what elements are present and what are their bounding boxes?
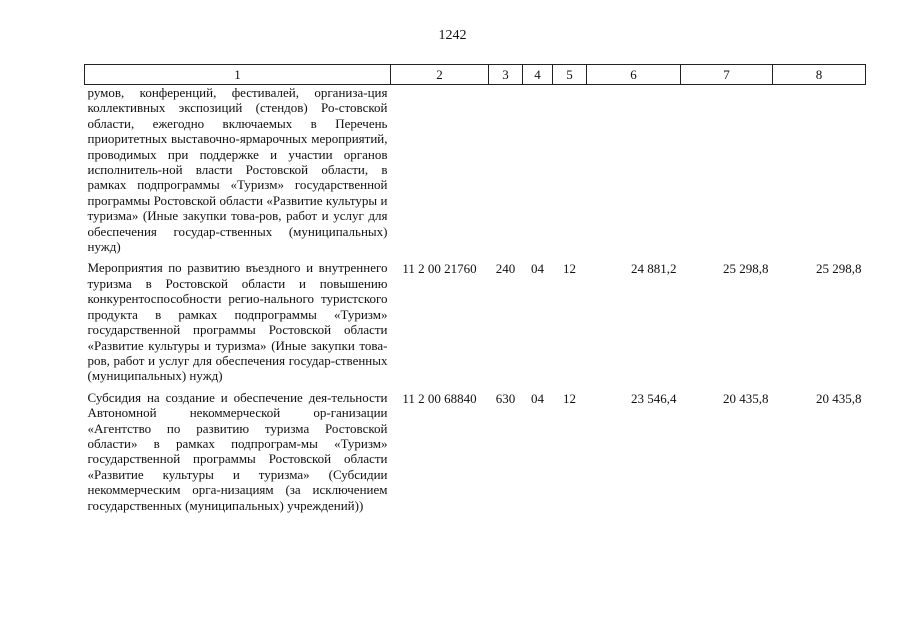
- table-body: [85, 85, 866, 513]
- row-subsection: 12: [563, 261, 576, 277]
- row-amount-3: 25 298,8: [816, 261, 862, 277]
- row-subsection: 12: [563, 390, 576, 406]
- header-col-7: 7: [681, 65, 773, 85]
- row-description: Мероприятия по развитию въездного и внутреннего туризма в Ростовской области и повышению конкурентоспособности регио-нального туристского продукта в рамках подпрограммы «Туризм» государственной программы Ростовской области «Развитие культуры и туризма» (Иные закупки това-ров, работ и услуг для обеспечения государ-ственных (муниципальных) нужд): [87, 260, 388, 384]
- header-col-3: 3: [489, 65, 523, 85]
- row-subsection: [553, 85, 587, 255]
- row-expense-type: 630: [495, 390, 516, 406]
- row-expense-type: 240: [495, 261, 516, 277]
- table-row: [85, 260, 866, 383]
- header-col-5: 5: [553, 65, 587, 85]
- row-amount-1: [587, 85, 681, 255]
- header-col-1: 1: [85, 65, 391, 85]
- row-amount-1: 24 881,2: [631, 261, 677, 277]
- row-amount-3: 20 435,8: [816, 390, 862, 406]
- budget-table: [84, 64, 866, 513]
- header-col-4: 4: [523, 65, 553, 85]
- row-target-code: 11 2 00 68840: [402, 390, 477, 406]
- table-header: [85, 65, 866, 85]
- row-amount-2: 25 298,8: [723, 261, 769, 277]
- row-amount-1: 23 546,4: [631, 390, 677, 406]
- header-row: [85, 65, 866, 85]
- header-col-2: 2: [391, 65, 489, 85]
- row-target-code: 11 2 00 21760: [402, 261, 477, 277]
- row-section: 04: [531, 390, 544, 406]
- row-expense-type: [489, 85, 523, 255]
- row-amount-2: [681, 85, 773, 255]
- row-description: румов, конференций, фестивалей, организа-ция коллективных экспозиций (стендов) Ро-стовской области, ежегодно включаемых в Перечень приоритетных выставочно-ярмарочных мероприятий, проводимых при поддержке и участии органов исполнитель-ной власти Ростовской области, в рамках подпрограммы «Туризм» государственной программы Ростовской области «Развитие культуры и туризма» (Иные закупки това-ров, работ и услуг для обеспечения государ-ственных (муниципальных) нужд): [87, 85, 388, 255]
- table-row: [85, 390, 866, 513]
- header-col-6: 6: [587, 65, 681, 85]
- header-col-8: 8: [773, 65, 866, 85]
- row-description: Субсидия на создание и обеспечение дея-тельности Автономной некоммерческой ор-ганизации «Агентство по развитию туризма Ростовской области» в рамках подпрограм-мы «Туризм» государственной программы Ростовской области «Развитие культуры и туризма» (Субсидии некоммерческим орга-низациям (за исключением государственных (муниципальных) учреждений)): [87, 389, 388, 513]
- page-number: 1242: [438, 28, 467, 43]
- row-amount-3: [773, 85, 866, 255]
- row-amount-2: 20 435,8: [723, 390, 769, 406]
- row-target-code: [391, 85, 489, 255]
- row-section: 04: [531, 261, 544, 277]
- row-section: [523, 85, 553, 255]
- table-row: [85, 85, 866, 255]
